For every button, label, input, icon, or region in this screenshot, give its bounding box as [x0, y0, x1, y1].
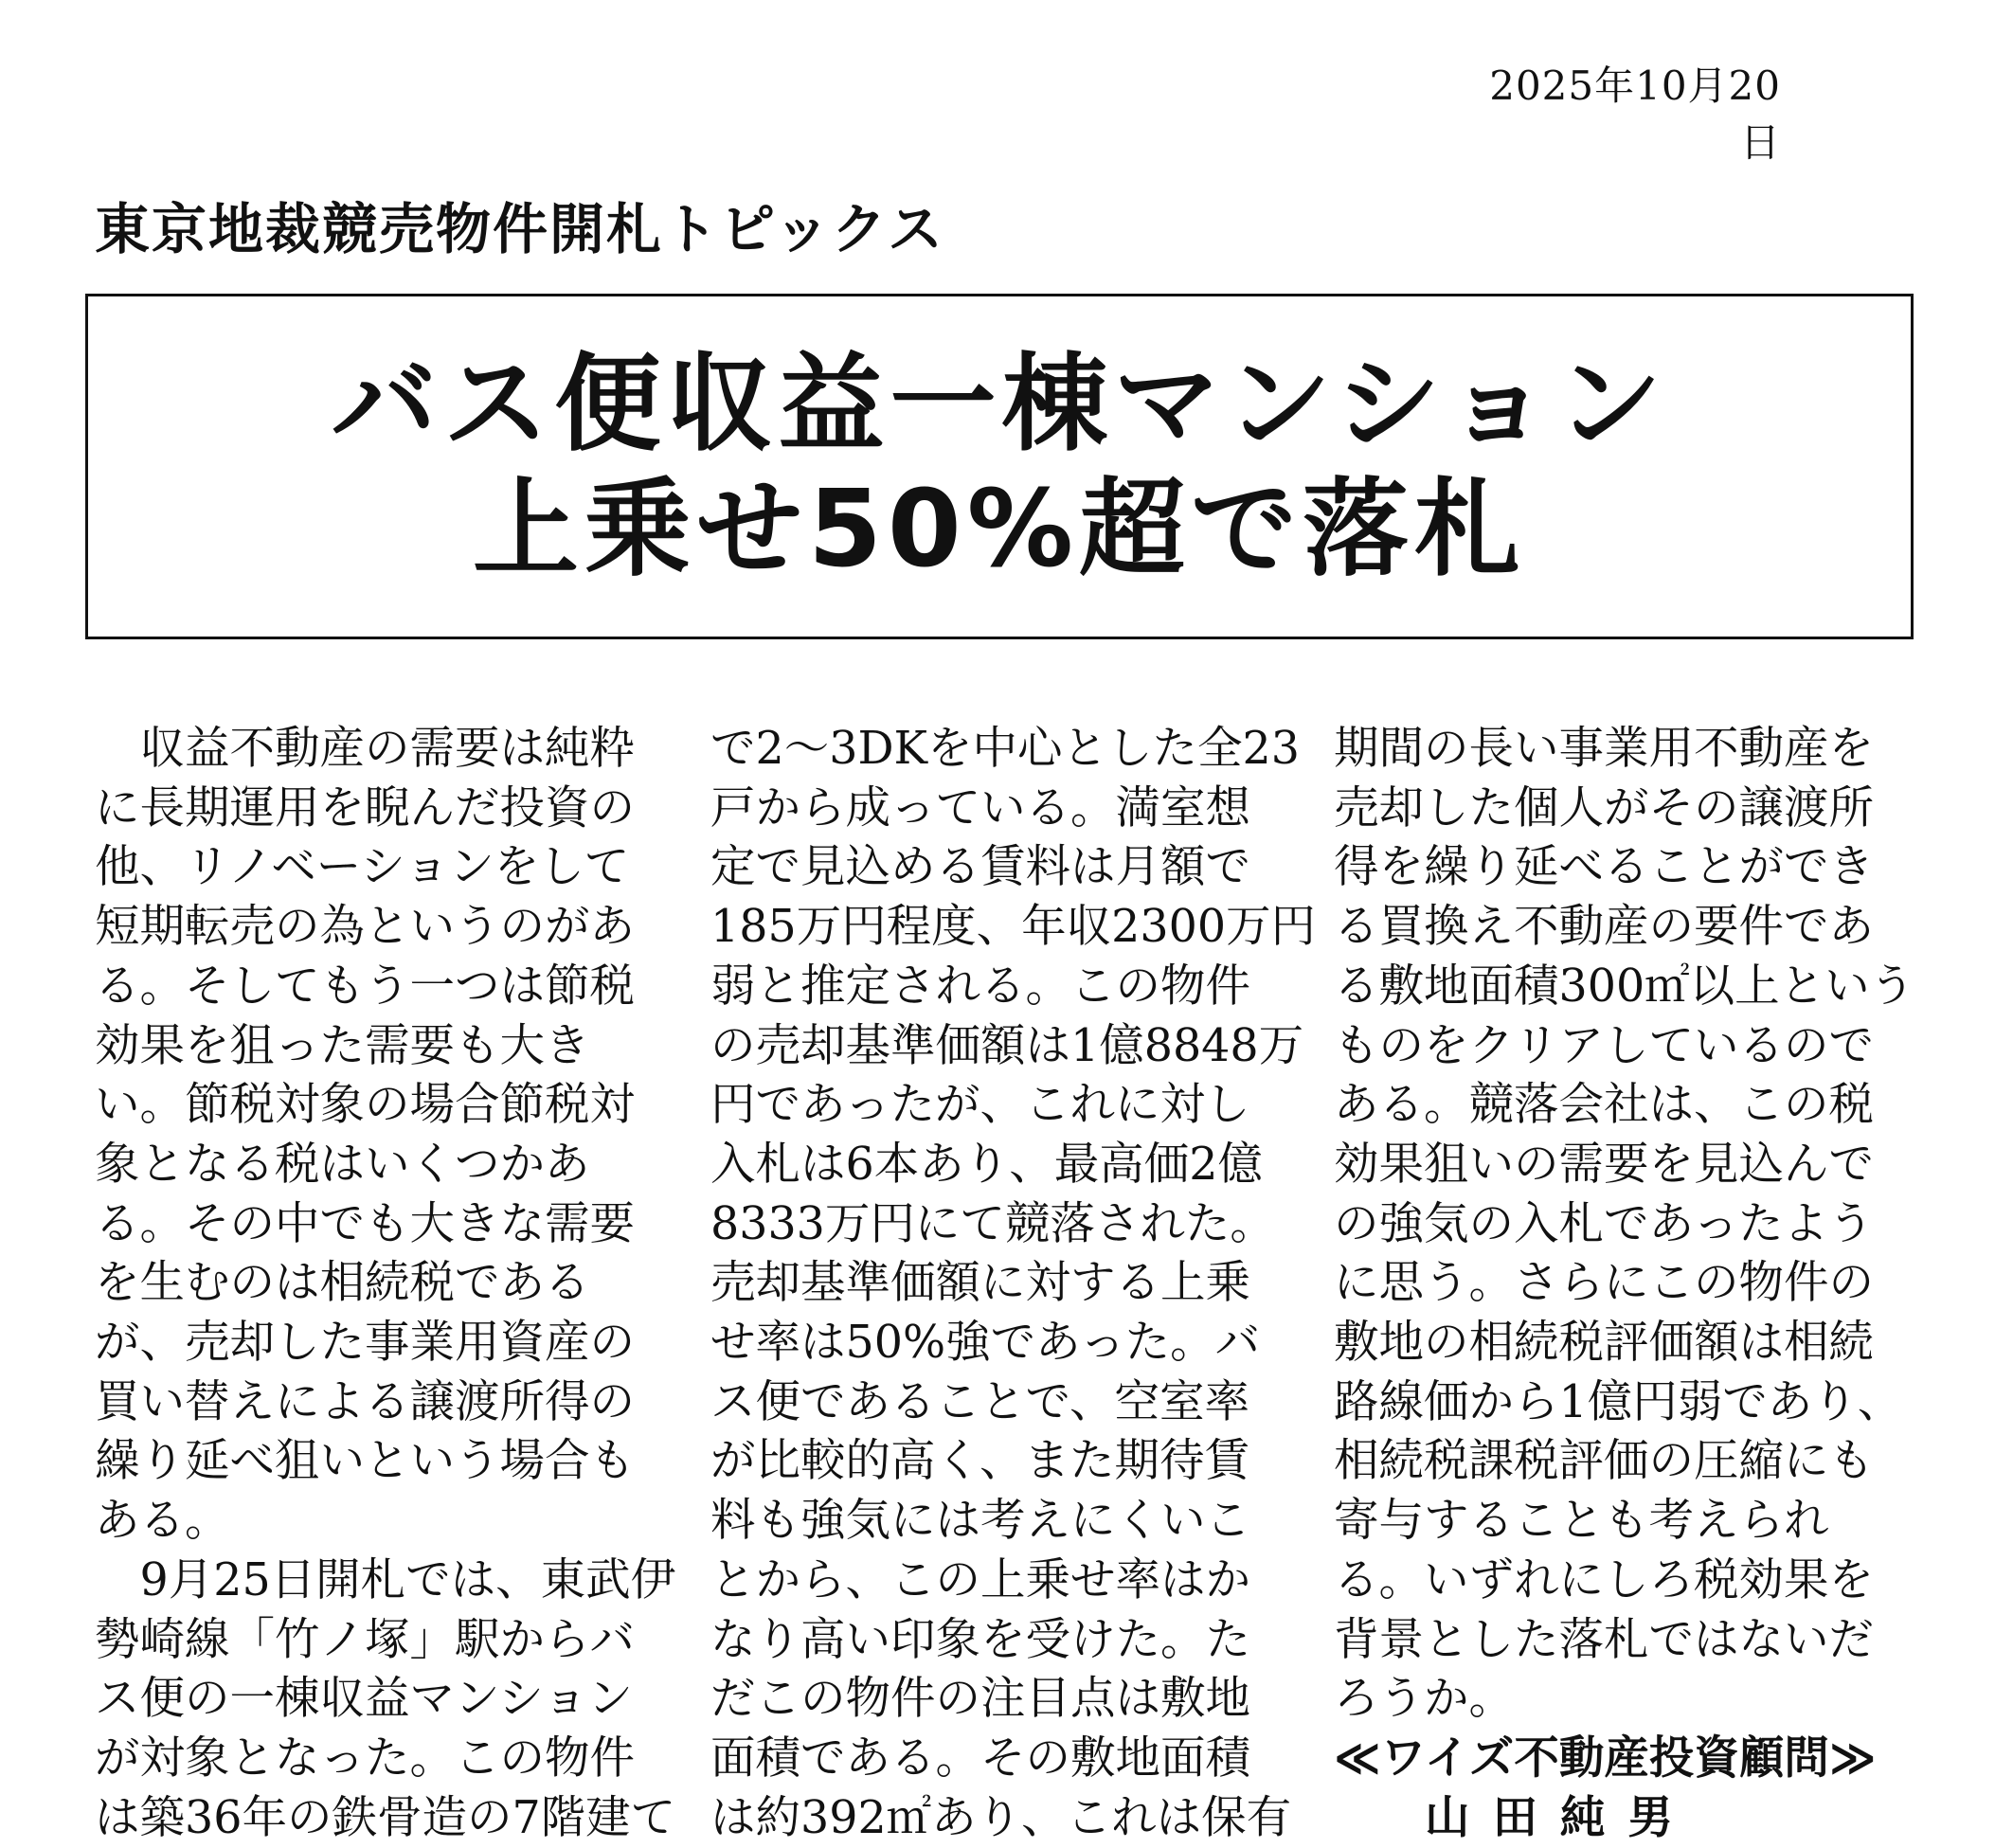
body-line: が、売却した事業用資産の	[95, 1317, 635, 1370]
body-line: 期間の長い事業用不動産を	[1334, 723, 1874, 775]
body-line: 勢崎線「竹ノ塚」駅からバ	[95, 1613, 635, 1666]
body-line: で2〜3DKを中心とした全23	[710, 723, 1300, 775]
body-line: 入札は6本あり、最高価2億	[710, 1138, 1263, 1191]
body-line: とから、この上乗せ率はか	[710, 1553, 1250, 1606]
body-line: が比較的高く、また期待賃	[710, 1435, 1250, 1488]
body-line: 売却基準価額に対する上乗	[710, 1257, 1250, 1310]
body-line: 円であったが、これに対し	[710, 1079, 1250, 1132]
body-line: ス便であることで、空室率	[710, 1375, 1250, 1428]
body-line: 効果狙いの需要を見込んで	[1334, 1138, 1874, 1191]
body-line: 効果を狙った需要も大き	[95, 1019, 590, 1072]
body-line: 収益不動産の需要は純粋	[95, 723, 635, 775]
body-line: 面積である。その敷地面積	[710, 1731, 1250, 1785]
body-line: ある。	[95, 1495, 230, 1548]
body-line: 8333万円にて競落された。	[710, 1197, 1275, 1250]
body-line: る。そしてもう一つは節税	[95, 960, 635, 1013]
body-line: 敷地の相続税評価額は相続	[1334, 1317, 1874, 1370]
body-line: 背景とした落札ではないだ	[1334, 1613, 1874, 1666]
body-column-1	[95, 720, 675, 1848]
body-line: 象となる税はいくつかあ	[95, 1138, 590, 1191]
body-line: の売却基準価額は1億8848万	[710, 1019, 1304, 1072]
body-line: 売却した個人がその譲渡所	[1334, 781, 1874, 834]
body-line: を生むのは相続税である	[95, 1257, 590, 1310]
body-line: 他、リノベーションをして	[95, 841, 630, 894]
article-date: 2025年10月20日	[1489, 63, 1781, 166]
body-line: ある。競落会社は、この税	[1334, 1079, 1874, 1132]
body-line: 繰り延べ狙いという場合も	[95, 1435, 635, 1488]
body-line: い。節税対象の場合節税対	[95, 1079, 635, 1132]
body-line: 戸から成っている。満室想	[710, 781, 1250, 834]
body-line: 路線価から1億円弱であり、	[1334, 1375, 1903, 1428]
body-line: が対象となった。この物件	[95, 1731, 635, 1785]
body-line: の強気の入札であったよう	[1334, 1197, 1874, 1250]
body-line: は約392㎡あり、これは保有	[710, 1791, 1292, 1844]
body-line: 弱と推定される。この物件	[710, 960, 1250, 1013]
body-line: ものをクリアしているので	[1334, 1019, 1874, 1072]
body-line: る。いずれにしろ税効果を	[1334, 1553, 1874, 1606]
byline-author: 山田純男	[1425, 1791, 1696, 1844]
body-line: る買換え不動産の要件であ	[1334, 901, 1874, 954]
body-line: は築36年の鉄骨造の7階建て	[95, 1791, 676, 1844]
byline-organization: ≪ワイズ不動産投資顧問≫	[1334, 1731, 1877, 1785]
body-line: 短期転売の為というのがあ	[95, 901, 635, 954]
body-line: 寄与することも考えられ	[1334, 1495, 1829, 1548]
body-line: だこの物件の注目点は敷地	[710, 1673, 1250, 1726]
body-line: に思う。さらにこの物件の	[1334, 1257, 1874, 1310]
body-column-2	[710, 720, 1316, 1848]
body-line: 得を繰り延べることができ	[1334, 841, 1874, 894]
body-line: 相続税課税評価の圧縮にも	[1334, 1435, 1874, 1488]
body-line: に長期運用を睨んだ投資の	[95, 781, 635, 834]
body-column-3	[1334, 720, 1914, 1848]
body-line: ろうか。	[1334, 1673, 1514, 1726]
headline-line-1: バス便収益一棟マンション	[331, 342, 1668, 466]
section-title: 東京地裁競売物件開札トピックス	[95, 197, 945, 261]
body-line: 定で見込める賃料は月額で	[710, 841, 1250, 894]
headline-box	[85, 294, 1914, 639]
body-line: 9月25日開札では、東武伊	[95, 1553, 676, 1606]
body-line: 185万円程度、年収2300万円	[710, 901, 1317, 954]
body-line: る敷地面積300㎡以上という	[1334, 960, 1915, 1013]
body-line: 料も強気には考えにくいこ	[710, 1495, 1250, 1548]
body-line: 買い替えによる譲渡所得の	[95, 1375, 635, 1428]
column-3-text	[1334, 720, 1914, 1730]
body-line: せ率は50%強であった。バ	[710, 1317, 1261, 1370]
body-line: る。その中でも大きな需要	[95, 1197, 635, 1250]
body-line: なり高い印象を受けた。た	[710, 1613, 1250, 1666]
body-line: ス便の一棟収益マンション	[95, 1673, 633, 1726]
headline-line-2: 上乗せ50%超で落札	[472, 467, 1527, 591]
